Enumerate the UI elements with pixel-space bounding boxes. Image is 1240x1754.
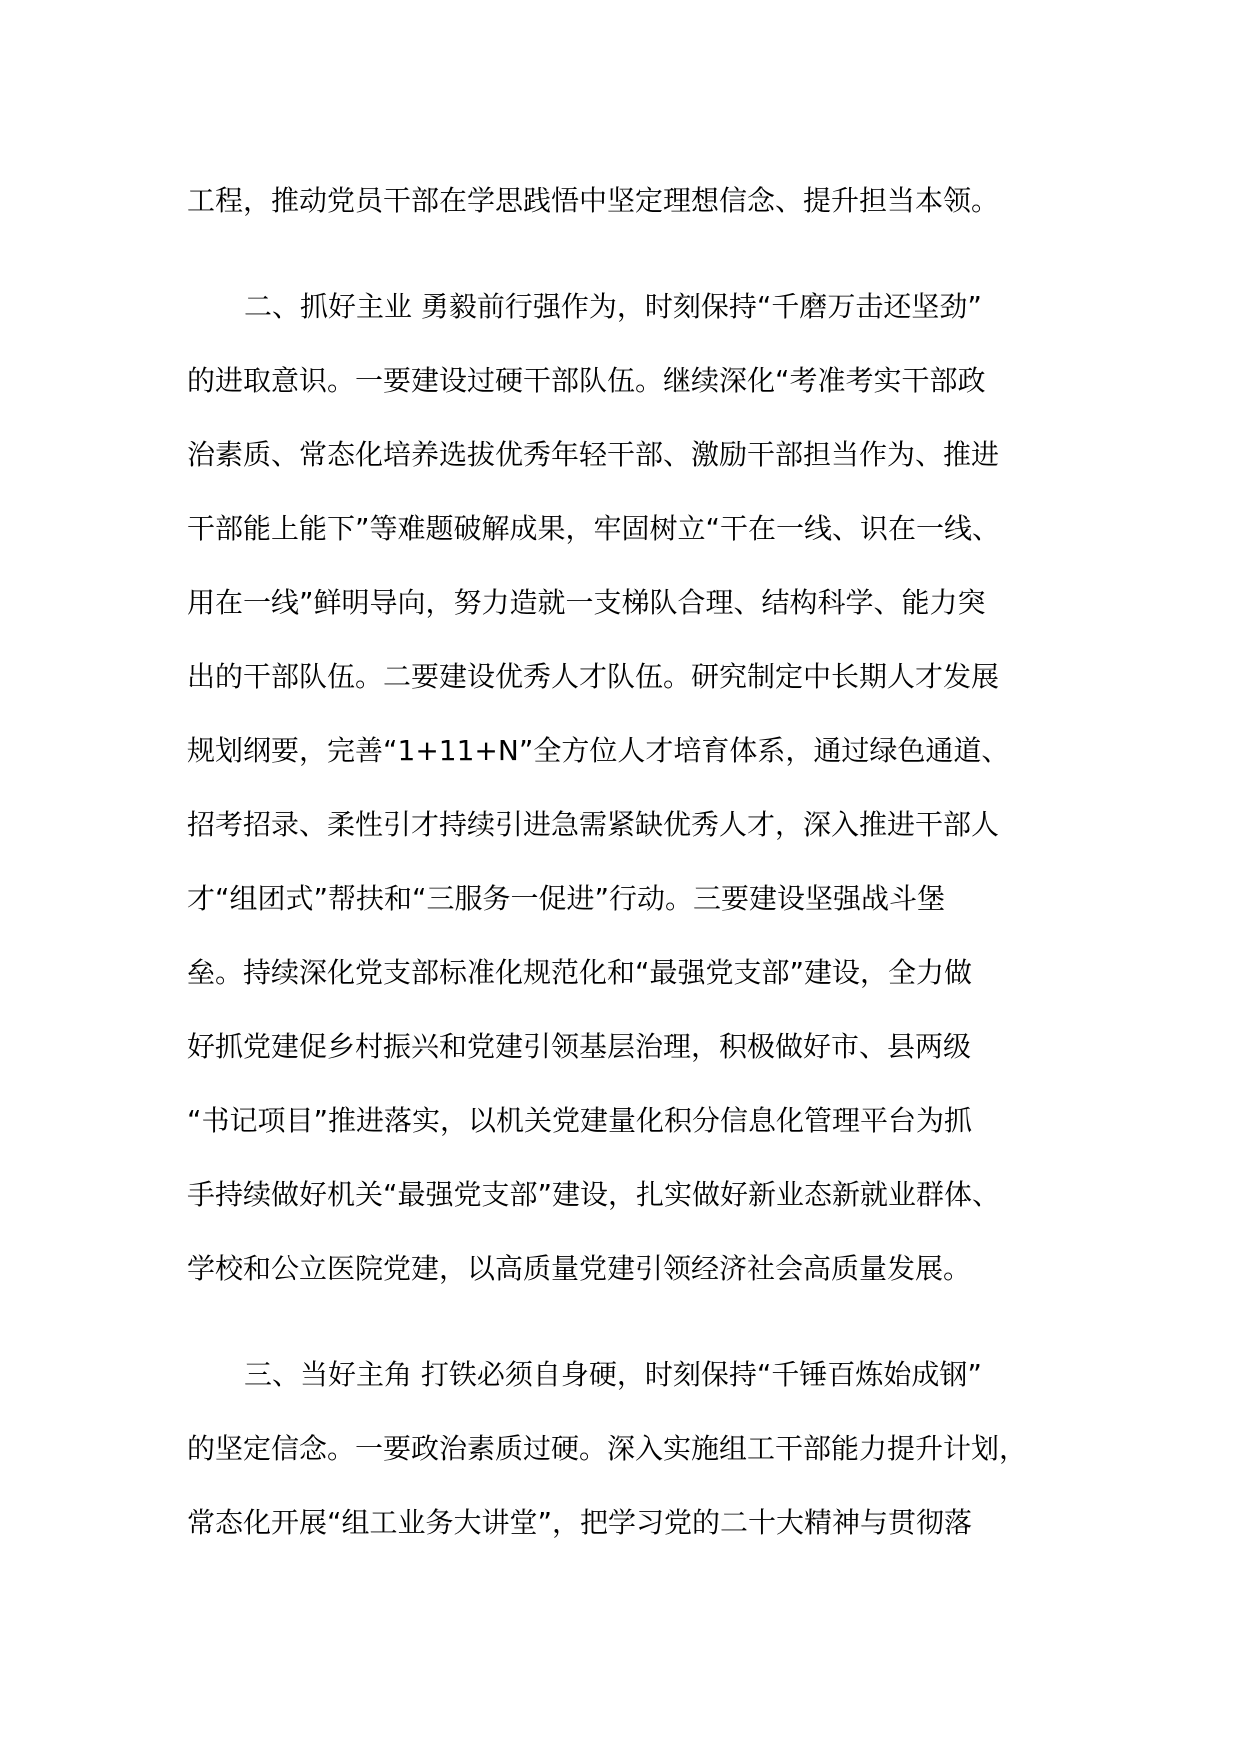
paragraph-2: [187, 270, 1087, 1306]
text-line: 手持续做好机关“最强党支部”建设，扎实做好新业态新就业群体、: [187, 1178, 1001, 1211]
document-page: [187, 164, 1087, 1560]
paragraph-3: [187, 1338, 1087, 1560]
paragraph-1: [187, 164, 1087, 238]
text-line: 的进取意识。一要建设过硬干部队伍。继续深化“考准考实干部政: [187, 364, 986, 397]
text-line: 好抓党建促乡村振兴和党建引领基层治理，积极做好市、县两级: [187, 1030, 972, 1063]
text-line: 干部能上能下”等难题破解成果，牢固树立“干在一线、识在一线、: [187, 512, 1001, 545]
text-line: 二、抓好主业 勇毅前行强作为，时刻保持“千磨万击还坚劲”: [244, 290, 982, 323]
text-line: 垒。持续深化党支部标准化规范化和“最强党支部”建设，全力做: [187, 956, 973, 989]
text-line: 的坚定信念。一要政治素质过硬。深入实施组工干部能力提升计划，: [187, 1432, 1028, 1465]
text-line: 工程，推动党员干部在学思践悟中坚定理想信念、提升担当本领。: [187, 184, 1000, 217]
text-line: 出的干部队伍。二要建设优秀人才队伍。研究制定中长期人才发展: [187, 660, 1000, 693]
text-line: 招考招录、柔性引才持续引进急需紧缺优秀人才，深入推进干部人: [187, 808, 1000, 841]
text-line: 治素质、常态化培养选拔优秀年轻干部、激励干部担当作为、推进: [187, 438, 1000, 471]
text-line: 才“组团式”帮扶和“三服务一促进”行动。三要建设坚强战斗堡: [187, 882, 946, 915]
text-line: 规划纲要，完善“1+11+N”全方位人才培育体系，通过绿色通道、: [187, 734, 1010, 767]
text-line: “书记项目”推进落实，以机关党建量化积分信息化管理平台为抓: [187, 1104, 973, 1137]
text-line: 用在一线”鲜明导向，努力造就一支梯队合理、结构科学、能力突: [187, 586, 986, 619]
text-line: 常态化开展“组工业务大讲堂”，把学习党的二十大精神与贯彻落: [187, 1506, 973, 1539]
text-line: 学校和公立医院党建，以高质量党建引领经济社会高质量发展。: [187, 1252, 972, 1285]
text-line: 三、当好主角 打铁必须自身硬，时刻保持“千锤百炼始成钢”: [244, 1358, 982, 1391]
